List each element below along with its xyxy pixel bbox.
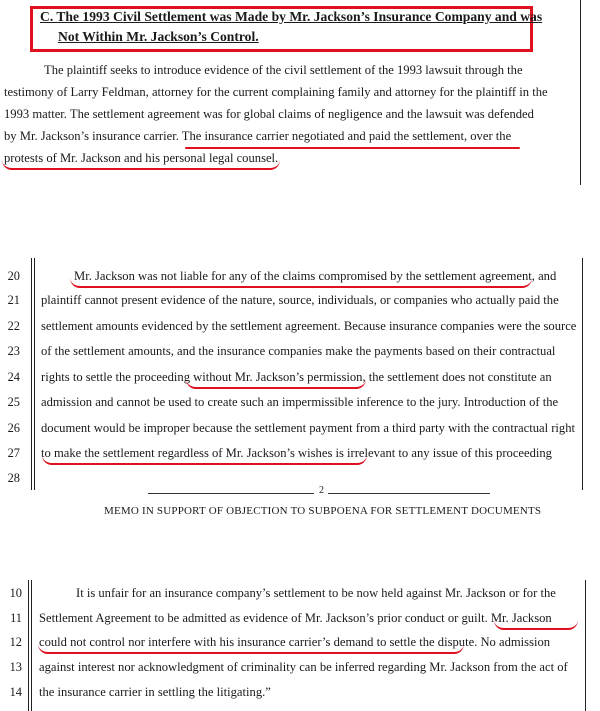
line-number: 13 xyxy=(9,660,22,674)
body-line: by Mr. Jackson’s insurance carrier. The insurance carrier negotiated and paid the settlement, over the xyxy=(4,129,512,143)
line-number: 14 xyxy=(9,685,22,699)
line-number: 24 xyxy=(7,370,20,384)
line-number: 25 xyxy=(7,395,20,409)
red-underline xyxy=(186,379,366,389)
page-number: 2 xyxy=(319,485,324,496)
red-underline xyxy=(42,455,367,465)
red-underline xyxy=(70,278,532,288)
body-line: testimony of Larry Feldman, attorney for the current complaining family and attorney for the plaintiff in the xyxy=(4,85,548,99)
body-line: Mr. Jackson was not liable for any of the claims compromised by the settlement agreement, and xyxy=(74,269,557,283)
body-line: admission and cannot be used to create such an impermissible inference to the jury. Introduction of the xyxy=(41,395,559,409)
footer-rule xyxy=(328,493,490,494)
margin-rule xyxy=(585,580,586,711)
line-number: 27 xyxy=(7,446,20,460)
section-heading-line1: C. The 1993 Civil Settlement was Made by Mr. Jackson’s Insurance Company and was xyxy=(40,9,543,24)
line-number: 11 xyxy=(10,611,22,625)
line-number: 10 xyxy=(9,586,22,600)
body-line: 1993 matter. The settlement agreement was for global claims of negligence and the lawsuit was defended xyxy=(4,107,534,121)
line-number: 23 xyxy=(7,344,20,358)
line-number: 22 xyxy=(7,319,20,333)
line-number-rule xyxy=(31,258,32,490)
body-line: rights to settle the proceeding without Mr. Jackson’s permission, the settlement does not constitute an xyxy=(41,370,552,384)
body-line: settlement amounts evidenced by the settlement agreement. Because insurance companies were the source xyxy=(41,319,577,333)
body-line: the insurance carrier in settling the litigating.” xyxy=(39,685,271,699)
line-number: 20 xyxy=(7,269,20,283)
line-number-rule xyxy=(34,258,35,490)
body-line: could not control nor interfere with his insurance carrier’s demand to settle the dispute. No admission xyxy=(39,635,551,649)
footer-title: MEMO IN SUPPORT OF OBJECTION TO SUBPOENA FOR SETTLEMENT DOCUMENTS xyxy=(104,505,542,517)
body-line: of the settlement amounts, and the insurance companies make the payments based on their contractual xyxy=(41,344,556,358)
body-line: protests of Mr. Jackson and his personal legal counsel. xyxy=(4,151,279,165)
body-line: to make the settlement regardless of Mr. Jackson’s wishes is irrelevant to any issue of this proceeding xyxy=(41,446,552,460)
red-underline xyxy=(2,160,280,170)
body-line: Settlement Agreement to be admitted as evidence of Mr. Jackson’s prior conduct or guilt. Mr. Jackson xyxy=(39,611,552,625)
body-line: It is unfair for an insurance company’s settlement to be now held against Mr. Jackson or for the xyxy=(76,586,556,600)
line-number: 28 xyxy=(7,471,20,485)
crop-gap xyxy=(0,528,600,576)
body-line: plaintiff cannot present evidence of the nature, source, individuals, or companies who actually paid the xyxy=(41,293,559,307)
red-underline xyxy=(494,620,578,630)
line-number: 12 xyxy=(9,635,22,649)
body-line: document would be improper because the settlement payment from a third party with the contractual right xyxy=(41,421,576,435)
footer-rule xyxy=(148,493,314,494)
red-underline xyxy=(38,644,464,654)
body-line: against interest nor acknowledgment of criminality can be inferred regarding Mr. Jackson from the act of xyxy=(39,660,568,674)
line-number-rule xyxy=(31,580,32,711)
line-number: 21 xyxy=(7,293,20,307)
body-line: The plaintiff seeks to introduce evidence of the civil settlement of the 1993 lawsuit through the xyxy=(44,63,523,77)
red-underline xyxy=(185,147,520,149)
crop-gap xyxy=(0,186,600,246)
margin-rule xyxy=(582,258,583,490)
line-number-rule xyxy=(28,580,29,711)
section-heading-line2: Not Within Mr. Jackson’s Control. xyxy=(58,29,259,44)
line-number: 26 xyxy=(7,421,20,435)
margin-rule xyxy=(580,0,581,185)
